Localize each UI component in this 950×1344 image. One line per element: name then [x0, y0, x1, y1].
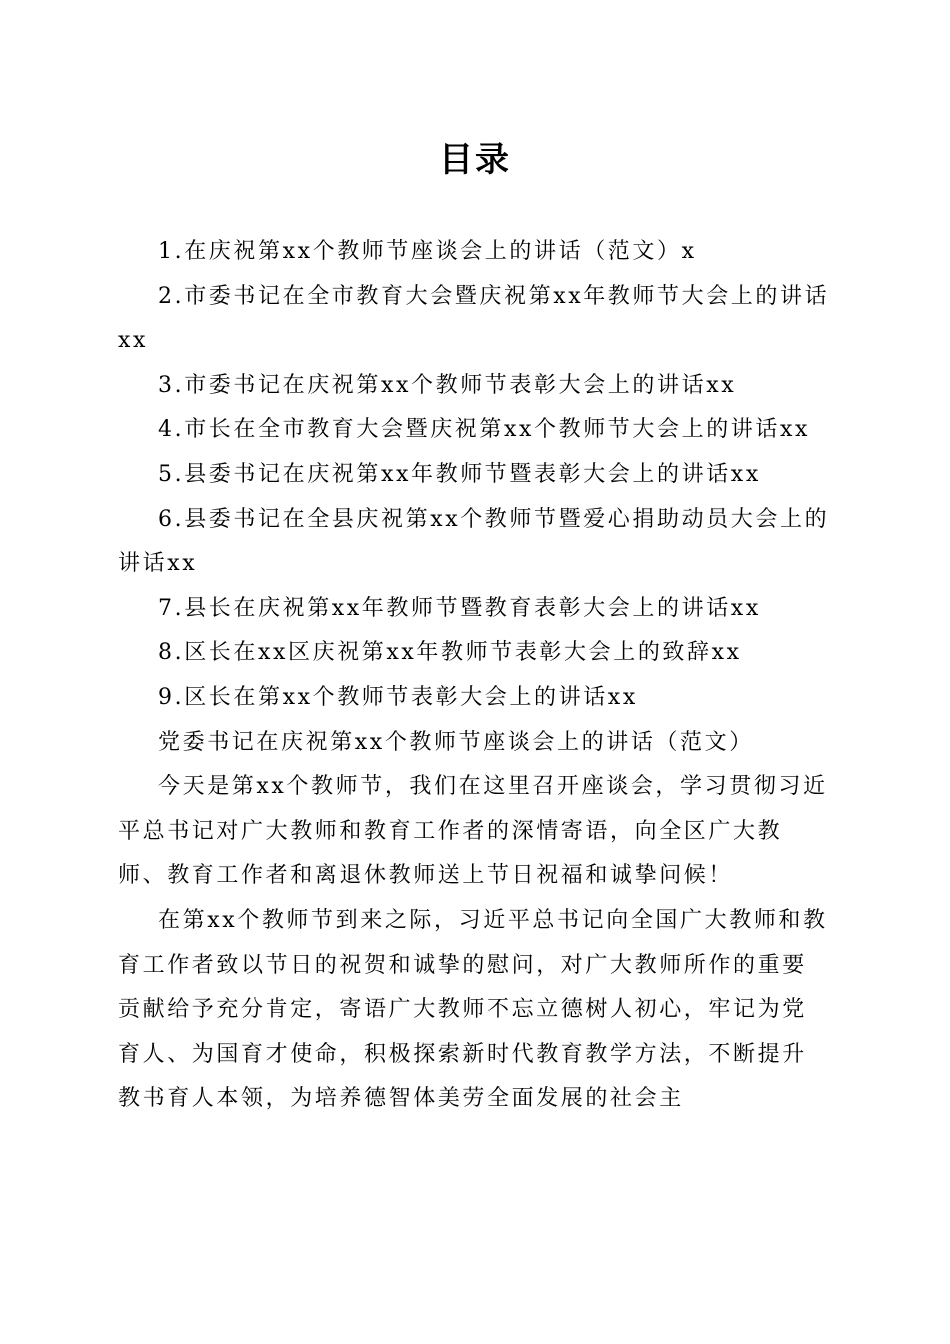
section-heading: 党委书记在庆祝第xx个教师节座谈会上的讲话（范文）: [158, 729, 754, 755]
toc-item-8[interactable]: 8.区长在xx区庆祝第xx年教师节表彰大会上的致辞xx: [158, 640, 742, 666]
toc-item-2[interactable]: 2.市委书记在全市教育大会暨庆祝第xx年教师节大会上的讲话xx: [118, 283, 830, 354]
toc-item-3[interactable]: 3.市委书记在庆祝第xx个教师节表彰大会上的讲话xx: [158, 372, 737, 398]
toc-item-6[interactable]: 6.县委书记在全县庆祝第xx个教师节暨爱心捐助动员大会上的讲话xx: [118, 506, 830, 577]
toc-item-5[interactable]: 5.县委书记在庆祝第xx年教师节暨表彰大会上的讲话xx: [158, 461, 761, 487]
toc-item-4[interactable]: 4.市长在全市教育大会暨庆祝第xx个教师节大会上的讲话xx: [158, 417, 811, 443]
page-title: 目录: [439, 140, 511, 180]
table-of-contents: [118, 230, 830, 721]
body-paragraph-1: 今天是第xx个教师节，我们在这里召开座谈会，学习贯彻习近平总书记对广大教师和教育工作者的深情寄语，向全区广大教师、教育工作者和离退休教师送上节日祝福和诚挚问候！: [118, 774, 828, 889]
body-paragraph-2: 在第xx个教师节到来之际，习近平总书记向全国广大教师和教育工作者致以节日的祝贺和诚挚的慰问，对广大教师所作的重要贡献给予充分肯定，寄语广大教师不忘立德树人初心，牢记为党育人、为国育才使命，积极探索新时代教育教学方法，不断提升教书育人本领，为培养德智体美劳全面发展的社会主: [118, 907, 828, 1112]
document-body: [118, 230, 830, 1122]
toc-item-1[interactable]: 1.在庆祝第xx个教师节座谈会上的讲话（范文）x: [158, 239, 697, 264]
toc-item-7[interactable]: 7.县长在庆祝第xx年教师节暨教育表彰大会上的讲话xx: [158, 595, 761, 621]
toc-item-9[interactable]: 9.区长在第xx个教师节表彰大会上的讲话xx: [158, 684, 638, 710]
